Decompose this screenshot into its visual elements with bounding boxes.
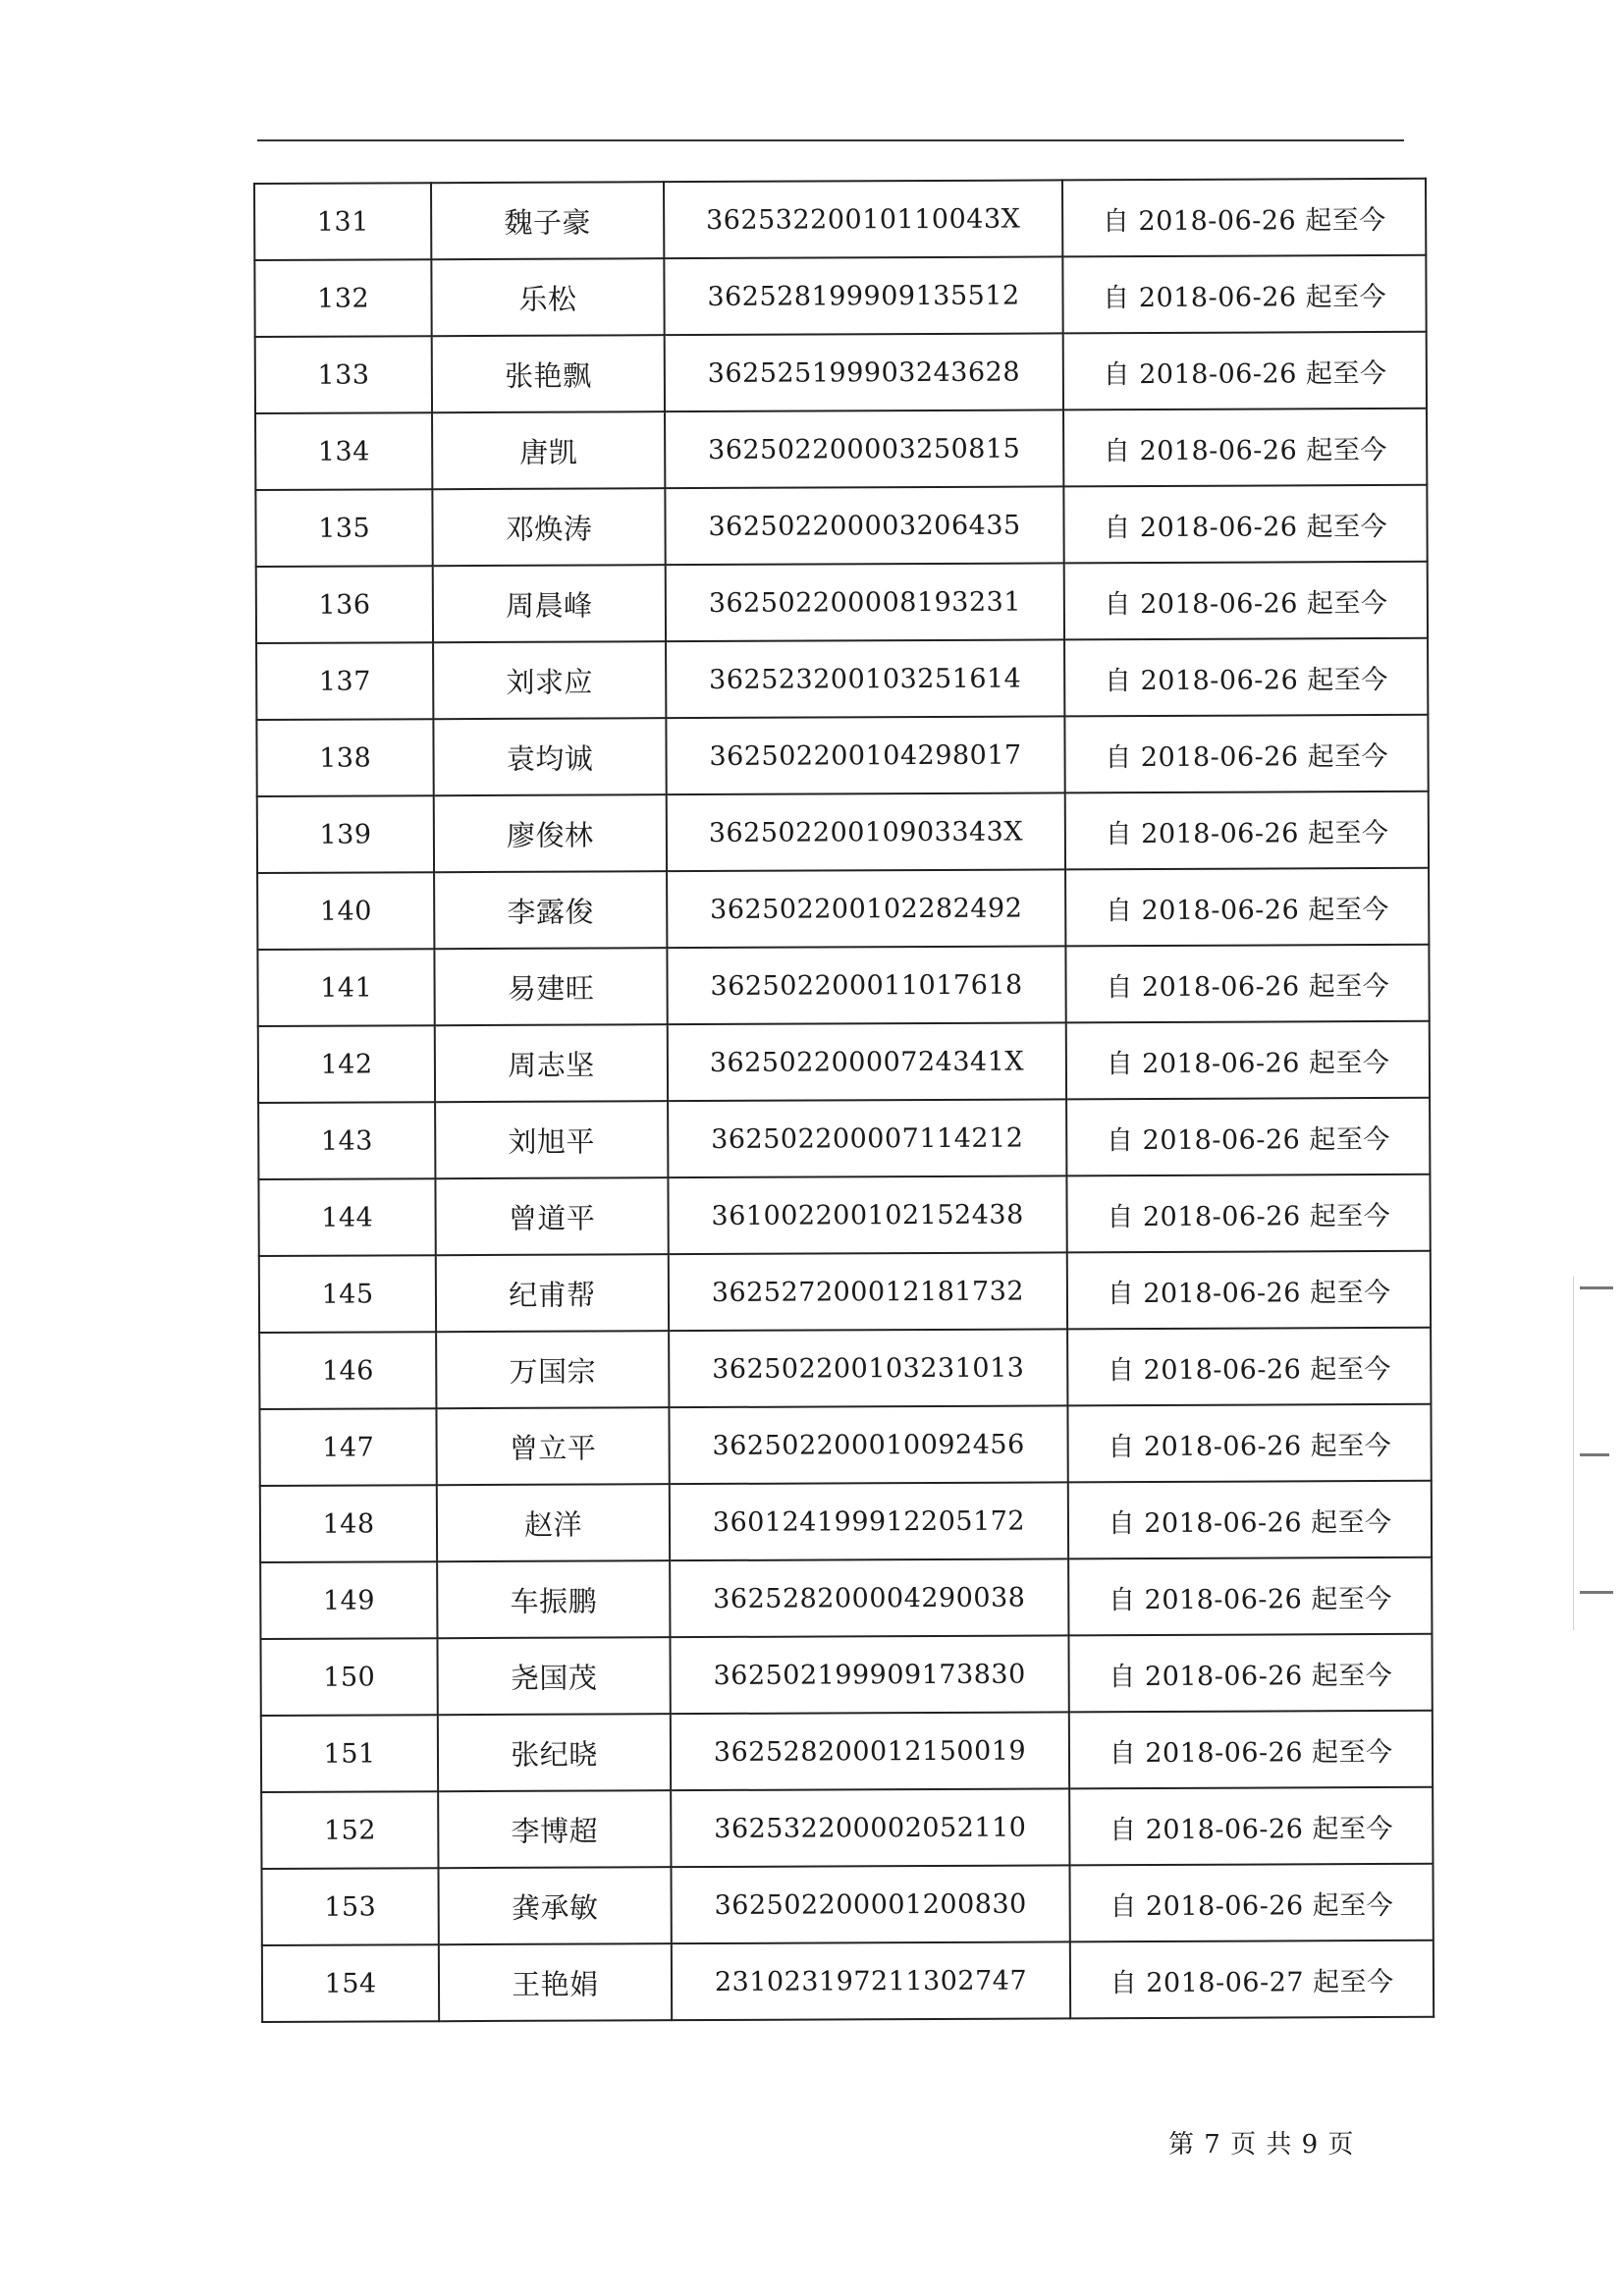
period: 自 2018-06-26 起至今 [1063,332,1427,410]
id-number: 231023197211302747 [672,1941,1071,2020]
row-number: 131 [254,183,432,260]
table-row [262,1941,1434,2022]
id-number: 360124199912205172 [669,1482,1068,1560]
period: 自 2018-06-26 起至今 [1064,562,1428,640]
person-name: 张纪晓 [438,1714,671,1791]
row-number: 142 [258,1025,436,1103]
header-rule [257,139,1404,141]
table-row [260,1558,1432,1639]
table-row [260,1481,1432,1562]
row-number: 136 [256,566,434,643]
id-number: 362525199903243628 [664,333,1063,411]
person-name: 王艳娟 [439,1943,672,2021]
scan-edge-artifact [1573,1277,1623,1630]
table-row [255,409,1427,490]
person-name: 唐凯 [432,411,665,489]
row-number: 150 [260,1638,438,1716]
row-number: 135 [255,489,433,567]
period: 自 2018-06-26 起至今 [1064,485,1428,564]
id-number: 362502200102282492 [667,869,1066,948]
id-number: 362502199909173830 [670,1635,1069,1714]
period: 自 2018-06-26 起至今 [1067,1175,1431,1253]
table-row [260,1634,1432,1716]
person-name: 龚承敏 [439,1867,672,1944]
id-number: 362502200104298017 [666,716,1065,794]
row-number: 138 [256,719,434,796]
period: 自 2018-06-26 起至今 [1065,792,1429,870]
person-name: 魏子豪 [431,182,664,259]
id-number: 362502200007114212 [668,1099,1067,1177]
roster-table [253,178,1434,2023]
table-row [257,792,1429,873]
table-row [254,179,1426,260]
table-row [259,1328,1431,1409]
id-number: 361002200102152438 [668,1175,1067,1254]
person-name: 邓焕涛 [433,488,666,566]
table-row [258,1021,1430,1103]
row-number: 147 [259,1408,437,1486]
table-row [254,255,1426,337]
row-number: 154 [262,1944,440,2022]
id-number: 362502200003250815 [665,410,1064,488]
person-name: 袁均诚 [434,718,667,795]
table-row [258,1098,1430,1179]
period: 自 2018-06-26 起至今 [1063,409,1427,487]
person-name: 曾立平 [437,1407,670,1485]
row-number: 143 [258,1102,436,1179]
roster-table-body [254,179,1434,2022]
table-row [257,868,1429,950]
row-number: 144 [258,1178,436,1256]
person-name: 万国宗 [436,1331,669,1408]
person-name: 曾道平 [436,1177,669,1255]
row-number: 141 [257,949,435,1026]
period: 自 2018-06-26 起至今 [1070,1787,1434,1866]
period: 自 2018-06-26 起至今 [1069,1634,1433,1713]
person-name: 周志坚 [435,1024,668,1102]
period: 自 2018-06-26 起至今 [1065,715,1429,793]
period: 自 2018-06-26 起至今 [1065,868,1429,947]
table-row [259,1251,1431,1333]
id-number: 362502200010092456 [669,1405,1068,1484]
table-row [261,1711,1433,1792]
id-number: 362502200008193231 [665,563,1064,641]
table-row [256,715,1428,796]
id-number: 36253220010110043X [664,180,1063,258]
period: 自 2018-06-26 起至今 [1062,179,1426,257]
page-number: 第 7 页 共 9 页 [1168,2130,1355,2159]
id-number: 362527200012181732 [668,1252,1067,1331]
person-name: 乐松 [432,258,665,336]
period: 自 2018-06-26 起至今 [1067,1328,1431,1406]
id-number: 362528200004290038 [670,1558,1069,1637]
row-number: 152 [261,1791,439,1869]
id-number: 362502200011017618 [667,946,1066,1024]
row-number: 148 [260,1485,438,1562]
person-name: 刘求应 [433,641,666,719]
id-number: 362502200003206435 [665,486,1064,565]
table-row [258,1175,1430,1256]
person-name: 纪甫帮 [436,1254,669,1332]
table-row [259,1404,1431,1486]
id-number: 362502200103231013 [669,1329,1068,1407]
table-row [261,1787,1433,1869]
row-number: 146 [259,1332,437,1409]
period: 自 2018-06-26 起至今 [1063,255,1427,334]
period: 自 2018-06-26 起至今 [1068,1481,1432,1559]
period: 自 2018-06-26 起至今 [1068,1404,1432,1483]
period: 自 2018-06-26 起至今 [1066,1021,1430,1100]
person-name: 易建旺 [435,948,668,1025]
period: 自 2018-06-27 起至今 [1070,1941,1434,2019]
period: 自 2018-06-26 起至今 [1064,638,1428,717]
period: 自 2018-06-26 起至今 [1067,1251,1431,1330]
row-number: 139 [257,795,435,873]
row-number: 149 [260,1561,438,1639]
row-number: 153 [261,1868,439,1945]
row-number: 132 [254,259,432,337]
id-number: 362528199909135512 [664,256,1063,335]
id-number: 362532200002052110 [671,1788,1070,1867]
table-row [256,562,1428,643]
id-number: 362523200103251614 [666,639,1065,718]
period: 自 2018-06-26 起至今 [1070,1864,1434,1942]
period: 自 2018-06-26 起至今 [1066,1098,1430,1176]
period: 自 2018-06-26 起至今 [1066,945,1430,1023]
id-number: 36250220000724341X [667,1022,1066,1101]
row-number: 151 [261,1715,439,1792]
person-name: 周晨峰 [433,565,666,642]
person-name: 李博超 [438,1790,671,1868]
row-number: 140 [257,872,435,950]
row-number: 145 [259,1255,437,1333]
person-name: 张艳飘 [432,335,665,412]
person-name: 刘旭平 [435,1101,668,1178]
table-row [261,1864,1433,1945]
row-number: 133 [255,336,433,413]
row-number: 137 [256,642,434,720]
id-number: 362502200001200830 [671,1865,1070,1943]
id-number: 36250220010903343X [666,793,1065,871]
id-number: 362528200012150019 [670,1712,1069,1790]
table-row [257,945,1429,1026]
person-name: 尧国茂 [438,1637,671,1715]
person-name: 车振鹏 [437,1560,670,1638]
person-name: 李露俊 [434,871,667,949]
person-name: 赵洋 [437,1484,670,1561]
person-name: 廖俊林 [434,794,667,872]
period: 自 2018-06-26 起至今 [1069,1711,1433,1789]
row-number: 134 [255,412,433,490]
table-row [255,485,1427,567]
period: 自 2018-06-26 起至今 [1068,1558,1432,1636]
table-row [256,638,1428,720]
table-row [255,332,1427,413]
